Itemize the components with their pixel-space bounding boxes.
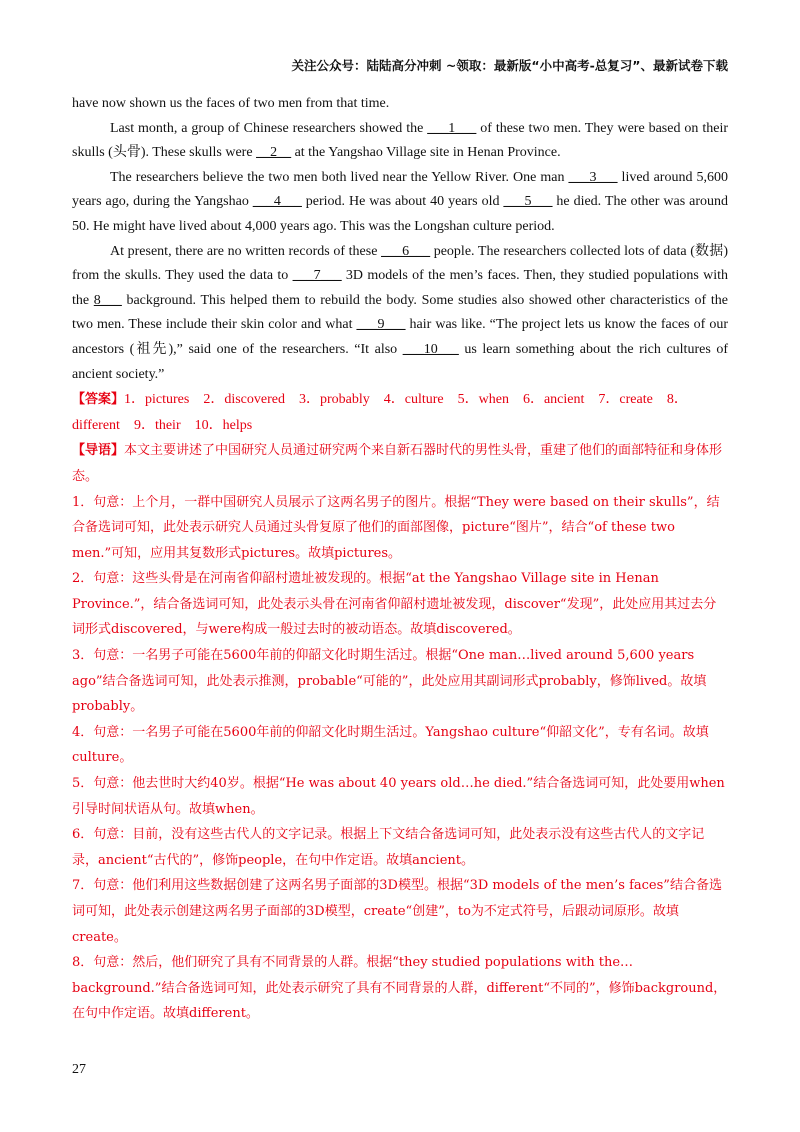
passage-paragraph-0: have now shown us the faces of two men from that time. xyxy=(72,96,390,111)
answer-item: 2．discovered xyxy=(203,392,285,408)
passage-paragraph-1: Last month, a group of Chinese researchers showed the ___1___ of these two men. They were based on their skulls (头骨). These skulls were __2__ at the Yangshao Village site in Henan Province. xyxy=(72,120,729,161)
explanation-item: 7．句意：他们利用这些数据创建了这两名男子面部的3D模型。根据“3D models of the men’s faces”结合备选词可知，此处表示创建这两名男子面部的3D模型，create“创建”，to为不定式符号，后跟动词原形。故填create。 xyxy=(72,878,722,945)
passage-paragraph-2: The researchers believe the two men both lived near the Yellow River. One man ___3___ lived around 5,600 years ago, during the Yangshao ___4___ period. He was about 40 years old ___5___ he died. The other was around 50. He might have lived about 4,000 years ago. This was the Longshan culture period. xyxy=(72,169,728,234)
answer-key xyxy=(72,387,728,438)
answer-item: 1．pictures xyxy=(124,392,190,408)
answer-item: 9．their xyxy=(133,417,181,433)
blank-2: __2__ xyxy=(256,145,292,161)
blank-6: ___6___ xyxy=(381,243,431,259)
answer-item: 8．different xyxy=(72,392,688,433)
page-number: 27 xyxy=(72,1062,86,1077)
explanation-item: 3．句意：一名男子可能在5600年前的仰韶文化时期生活过。根据“One man…lived around 5,600 years ago”结合备选词可知，此处表示推测，probable“可能的”，此处应用其副词形式probably，修饰lived。故填probably。 xyxy=(72,648,707,715)
blank-3: ___3___ xyxy=(568,169,618,185)
answer-item: 10．helps xyxy=(194,417,253,433)
blank-1: ___1___ xyxy=(427,120,477,136)
answer-item: 3．probably xyxy=(299,392,370,408)
main-content xyxy=(72,92,728,1027)
blank-5: ___5___ xyxy=(503,194,553,210)
page-header: 关注公众号：陆陆高分冲刺 ~领取：最新版“小中高考-总复习”、最新试卷下载 xyxy=(291,58,728,73)
blank-9: ___9___ xyxy=(356,317,406,333)
guide-tag: 【导语】 xyxy=(72,443,125,459)
explanation-item: 5．句意：他去世时大约40岁。根据“He was about 40 years old…he died.”结合备选词可知，此处要用when引导时间状语从句。故填when。 xyxy=(72,776,725,817)
blank-8: 8___ xyxy=(93,292,122,308)
passage-paragraph-3: At present, there are no written records of these ___6___ people. The researchers collected lots of data (数据) from the skulls. They used the data to ___7___ 3D models of the men’s faces. Then, they studied populations with the 8___ background. This helped them to rebuild the body. Some studies also showed other characteristics of the two men. These include their skin color and what ___9___ hair was like. “The project lets us know the faces of our ancestors (祖先),” said one of the researchers. “It also ___10___ us learn something about the rich cultures of ancient society.” xyxy=(72,243,728,382)
explanation-item: 2．句意：这些头骨是在河南省仰韶村遗址被发现的。根据“at the Yangshao Village site in Henan Province.”，结合备选词可知，此处表示头骨在河南省仰韶村遗址被发现，discover“发现”，此处应用其过去分词形式discovered，与were构成一般过去时的被动语态。故填discovered。 xyxy=(72,571,717,638)
explanation-item: 4．句意：一名男子可能在5600年前的仰韶文化时期生活过。Yangshao culture“仰韶文化”，专有名词。故填culture。 xyxy=(72,724,709,766)
guide-paragraph: 【导语】本文主要讲述了中国研究人员通过研究两个来自新石器时代的男性头骨，重建了他们的面部特征和身体形态。 xyxy=(72,443,723,484)
explanation-item: 6．句意：目前，没有这些古代人的文字记录。根据上下文结合备选词可知，此处表示没有这些古代人的文字记录，ancient“古代的”，修饰people，在句中作定语。故填ancient。 xyxy=(72,827,705,868)
blank-7: ___7___ xyxy=(292,268,342,284)
blank-4: ___4___ xyxy=(252,194,302,210)
answer-item: 6．ancient xyxy=(522,392,585,408)
explanation-item: 1．句意：上个月，一群中国研究人员展示了这两名男子的图片。根据“They were based on their skulls”，结合备选词可知，此处表示研究人员通过头骨复原了他们的面部图像，picture“图片”，结合“of these two men.”可知，应用其复数形式pictures。故填pictures。 xyxy=(72,494,720,561)
answer-item: 4．culture xyxy=(383,392,444,408)
answer-tag: 【答案】 xyxy=(72,392,125,408)
blank-10: ___10___ xyxy=(402,341,459,357)
answer-item: 7．create xyxy=(598,392,653,408)
explanation-item: 8．句意：然后，他们研究了具有不同背景的人群。根据“they studied populations with the…background.”结合备选词可知，此处表示研究了具有不同背景的人群，different“不同的”，修饰background，在句中作定语。故填different。 xyxy=(72,955,727,1022)
answer-item: 5．when xyxy=(457,392,509,408)
